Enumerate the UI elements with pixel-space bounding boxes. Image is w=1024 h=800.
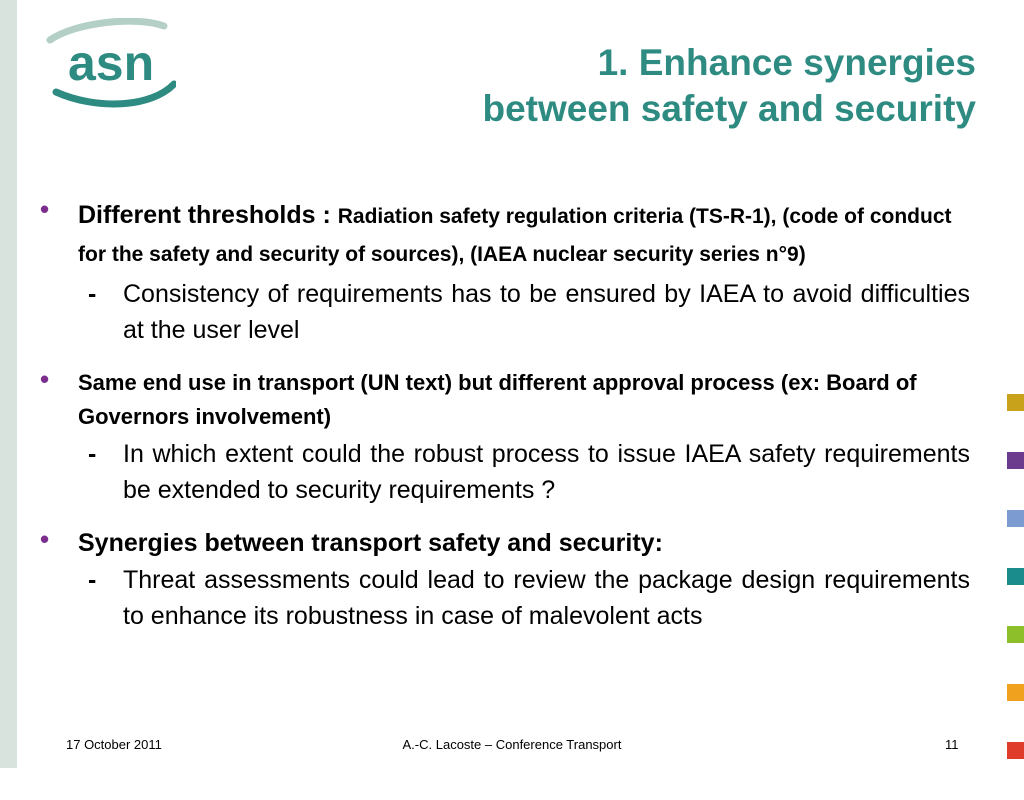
color-square <box>1007 684 1024 701</box>
title-line-1: 1. Enhance synergies <box>597 42 976 83</box>
bullet-text: Same end use in transport (UN text) but different approval process (ex: Board of Governors involvement) <box>78 370 917 429</box>
asn-logo <box>46 18 176 110</box>
left-decor-strip <box>0 0 17 768</box>
bullet-dot-icon: • <box>40 364 50 394</box>
bullet-synergies <box>40 526 970 560</box>
sub-bullet <box>40 436 970 508</box>
sub-bullet-text: Threat assessments could lead to review the package design requirements to enhance its robustness in case of malevolent acts <box>123 566 970 630</box>
logo-text: asn <box>68 35 155 91</box>
color-square <box>1007 626 1024 643</box>
color-square <box>1007 510 1024 527</box>
sub-bullet <box>40 276 970 348</box>
bullet-lead: Different thresholds : <box>78 201 338 229</box>
slide-content <box>40 196 970 634</box>
sub-bullet-text: In which extent could the robust process to issue IAEA safety requirements be extended to security requirements ? <box>123 440 970 504</box>
bullet-same-end-use <box>40 366 970 434</box>
bullet-different-thresholds <box>40 196 970 274</box>
title-line-2: between safety and security <box>482 88 976 129</box>
dash-icon: - <box>88 440 97 468</box>
slide-title <box>482 40 976 132</box>
dash-icon: - <box>88 566 97 594</box>
footer-date: 17 October 2011 <box>66 737 162 752</box>
sub-bullet-text: Consistency of requirements has to be ensured by IAEA to avoid difficulties at the user level <box>123 280 970 344</box>
page-number: 11 <box>945 737 959 752</box>
bullet-text: Radiation safety regulation criteria (TS-R-1), (code of conduct for the safety and security of sources), (IAEA nuclear security series n°9) <box>78 205 952 266</box>
color-square <box>1007 394 1024 411</box>
bullet-dot-icon: • <box>40 524 50 554</box>
sub-bullet <box>40 562 970 634</box>
bullet-dot-icon: • <box>40 194 50 224</box>
color-square <box>1007 568 1024 585</box>
color-square <box>1007 452 1024 469</box>
dash-icon: - <box>88 280 97 308</box>
bullet-text: Synergies between transport safety and security: <box>78 529 663 557</box>
footer-presenter: A.-C. Lacoste – Conference Transport <box>402 737 622 752</box>
